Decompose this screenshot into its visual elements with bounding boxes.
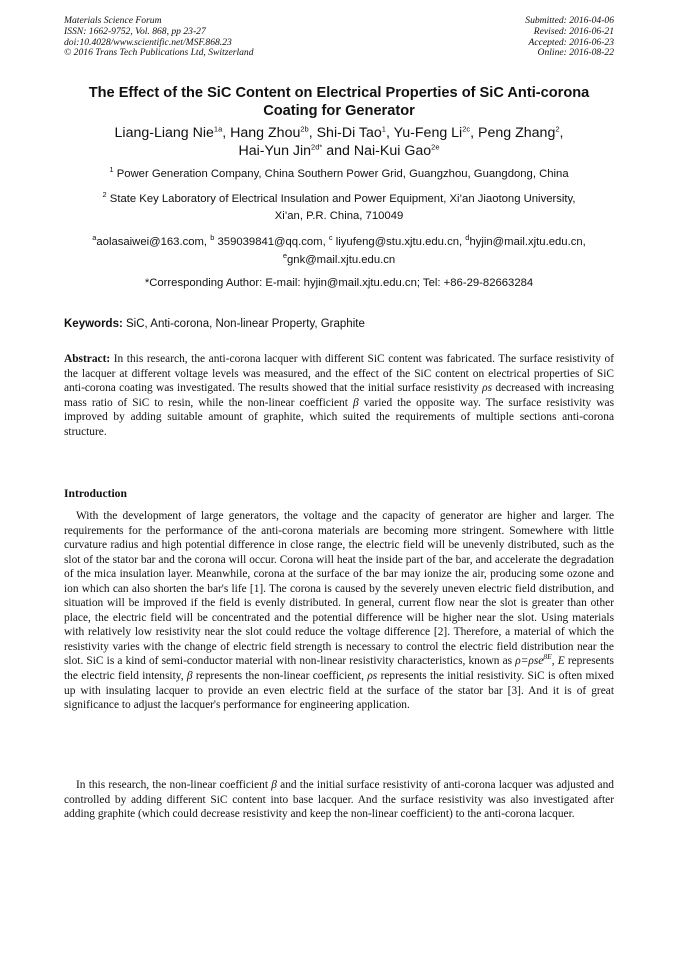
affiliation-2: $^2$ State Key Laboratory of Electrical Insulation and Power Equipment, Xi’an Jiaotong University, Xi’an, P.R. China, 710049: [102, 190, 576, 222]
email-link[interactable]: 359039841@qq.com,: [217, 236, 326, 248]
abstract-label: Abstract:: [64, 353, 111, 365]
journal-copyright: © 2016 Trans Tech Publications Ltd, Switzerland: [64, 47, 254, 59]
email-link[interactable]: gnk@mail.xjtu.edu.cn: [287, 254, 396, 266]
author: Nai-Kui Gao: [353, 143, 432, 159]
intro-paragraph-2: In this research, the non-linear coefficient β and the initial surface resistivity of anti-corona lacquer was adjusted and controlled by adding different SiC content into base lacquer. And the surface resistivity was also investigated after adding graphite (which could decrease resistivity and keep the non-linear coefficient) to the anti-corona lacquer.: [64, 779, 614, 821]
author-list: Liang-Liang Nie$^{1a}$, Hang Zhou$^{2b}$, Shi-Di Tao$^1$, Yu-Feng $Li^{2c}$, Peng Zhang$^2$, Hai-Yun Jin$^{2d*}$ and Nai-Kui Gao$^{2e}$: [114, 124, 564, 159]
date-revised: Revised: 2016-06-21: [533, 25, 614, 37]
journal-name: Materials Science Forum: [64, 15, 162, 26]
journal-header: [64, 16, 254, 59]
keywords-text: SiC, Anti-corona, Non-linear Property, Graphite: [126, 318, 365, 330]
symbol-rho-s: ρs: [482, 382, 493, 395]
affiliation-1: $^1$ Power Generation Company, China Southern Power Grid, Guangzhou, Guangdong, China: [109, 165, 569, 180]
email-list: $^a$aolasaiwei@163.com, $^b$ 359039841@qq.com, $^c$ liyufeng@stu.xjtu.edu.cn, $^d$hyjin@mail.xjtu.edu.cn, $^e$gnk@mail.xjtu.edu.cn: [92, 233, 586, 266]
journal-doi: doi:10.4028/www.scientific.net/MSF.868.23: [64, 36, 232, 48]
author: Yu-Feng Li: [393, 125, 463, 141]
journal-issn: ISSN: 1662-9752, Vol. 868, pp 23-27: [64, 25, 206, 37]
keywords-label: Keywords:: [64, 318, 123, 330]
symbol-beta: β: [186, 670, 193, 683]
email-link[interactable]: aolasaiwei@163.com,: [96, 236, 208, 248]
symbol-beta: β: [352, 396, 359, 409]
keywords: [64, 317, 624, 332]
symbol-rho-s: ρs: [367, 670, 378, 683]
email-link[interactable]: hyjin@mail.xjtu.edu.cn,: [469, 236, 586, 248]
symbol-beta: β: [271, 779, 277, 791]
email-link[interactable]: liyufeng@stu.xjtu.edu.cn,: [335, 236, 463, 248]
author: Peng Zhang: [478, 125, 556, 141]
date-submitted: Submitted: 2016-04-06: [525, 15, 614, 26]
intro-paragraph-1: With the development of large generators, the voltage and the capacity of generator are higher and larger. The requirements for the performance of the anti-corona materials are becoming more stringent. Somewhere with little curvature radius and high potential difference in close range, the electric field will be unevenly distributed, such as the slot of the stator bar and the corona will occur. Corona will heat the inside part of the bar, and accelerate the degradation of the mica insulation layer. Meanwhile, corona at the surface of the bar may ionize the air, producing some ozone and ion which can also shorten the bar's life [1]. The corona is caused by the severely uneven electric field distribution, and situation will be improved if the field is evenly distributed. In general, current flow near the slot is greater than other place, the electric field will be concentrated and the potential difference will be higher near the slot. Using materials with relatively low resistivity near the slot could reduce the voltage difference [2]. Therefore, a material of which the resistivity varies with the change of electric field strength is necessary to control the electric field distribution near the slot. SiC is a kind of semi-conductor material with non-linear resistivity characteristics, known as ρ=ρse$^{\beta E}$, E represents the electric field intensity, β represents the non-linear coefficient, ρs represents the initial resistivity. SiC is often mixed up with insulating lacquer to provide an even electric field at the surface of the stator bar [3]. And it is of great significance to adjust the lacquer's performance for engineering application.: [64, 510, 614, 712]
author: Hang Zhou: [230, 125, 301, 141]
paper-title: The Effect of the SiC Content on Electrical Properties of SiC Anti-corona Coating for Generator: [88, 85, 590, 119]
dates-header: [525, 16, 614, 59]
date-accepted: Accepted: 2016-06-23: [528, 36, 614, 48]
formula: ρ=ρse$^{\beta E}$: [515, 652, 552, 668]
author: Shi-Di Tao: [316, 125, 382, 141]
corresponding-author: *Corresponding Author: E-mail: hyjin@mail.xjtu.edu.cn; Tel: +86-29-82663284: [144, 277, 534, 289]
date-online: Online: 2016-08-22: [537, 47, 614, 59]
abstract: Abstract: In this research, the anti-corona lacquer with different SiC content was fabricated. The surface resistivity of the lacquer at different voltage levels was measured, and the effect of the SiC content on electrical properties of SiC anti-corona coating was investigated. The results showed that the initial surface resistivity ρs decreased with increasing mass ratio of SiC to resin, while the non-linear coefficient β varied the opposite way. The surface resistivity was improved by adding suitable amount of graphite, which suited the requirements of multiple sections anti-corona structure.: [64, 353, 614, 438]
symbol-e: E: [557, 655, 565, 668]
section-heading: Introduction: [64, 487, 127, 500]
author: Liang-Liang Nie: [114, 125, 214, 141]
author: Hai-Yun Jin: [238, 143, 312, 159]
